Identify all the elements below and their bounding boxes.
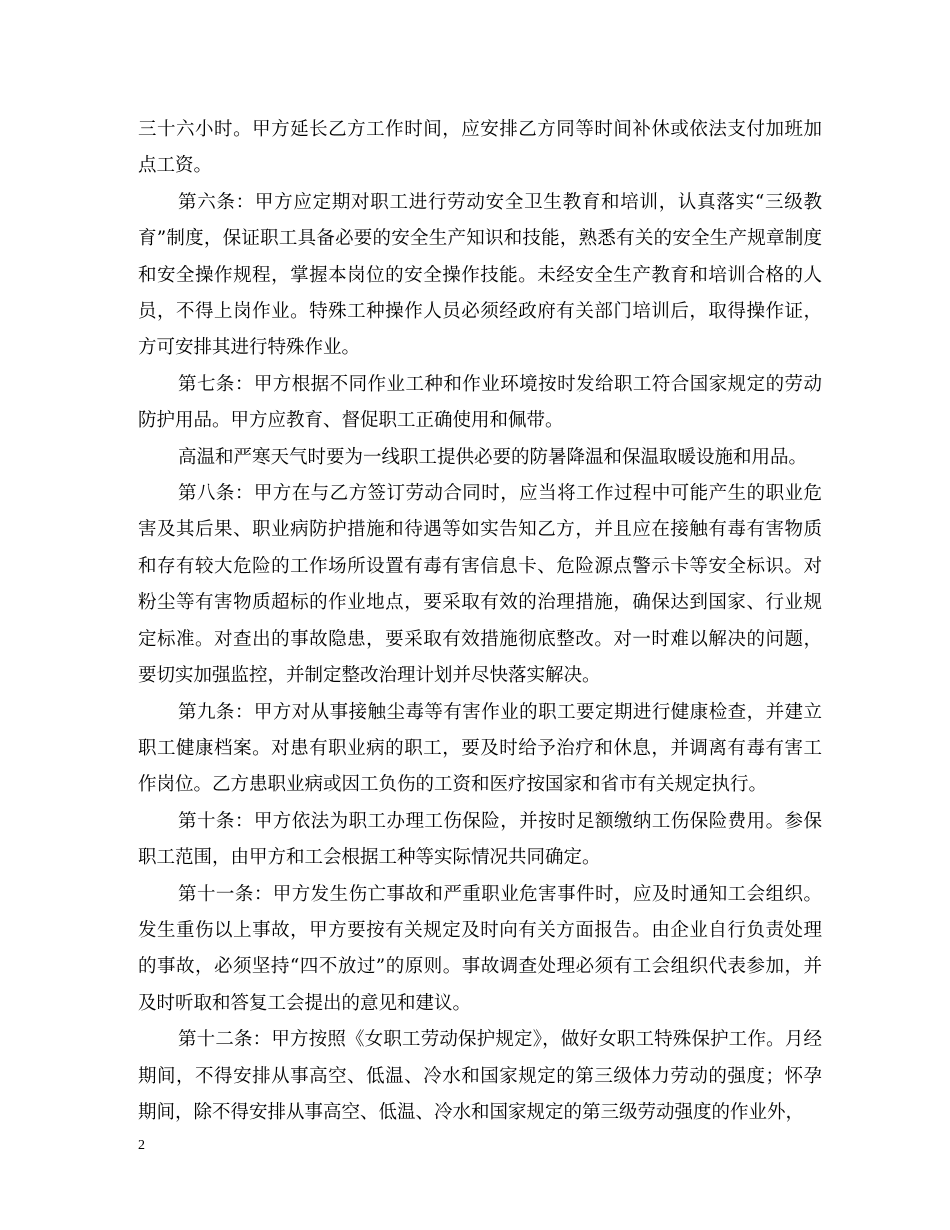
paragraph-article-10: 第十条：甲方依法为职工办理工伤保险，并按时足额缴纳工伤保险费用。参保职工范围，由甲方和工会根据工种等实际情况共同确定。 — [138, 810, 822, 869]
paragraph-article-9: 第九条：甲方对从事接触尘毒等有害作业的职工要定期进行健康检查，并建立职工健康档案。对患有职业病的职工，要及时给予治疗和休息，并调离有毒有害工作岗位。乙方患职业病或因工负伤的工资和医疗按国家和省市有关规定执行。 — [138, 701, 822, 796]
paragraph-1: 三十六小时。甲方延长乙方工作时间，应安排乙方同等时间补休或依法支付加班加点工资。 — [138, 119, 822, 177]
paragraph-article-8: 第八条：甲方在与乙方签订劳动合同时，应当将工作过程中可能产生的职业危害及其后果、职业病防护措施和待遇等如实告知乙方，并且应在接触有毒有害物质和存有较大危险的工作场所设置有毒有害信息卡、危险源点警示卡等安全标识。对粉尘等有害物质超标的作业地点，要采取有效的治理措施，确保达到国家、行业规定标准。对查出的事故隐患，要采取有效措施彻底整改。对一时难以解决的问题，要切实加强监控，并制定整改治理计划并尽快落实解决。 — [138, 483, 822, 687]
paragraph-weather-note: 高温和严寒天气时要为一线职工提供必要的防暑降温和保温取暖设施和用品。 — [178, 446, 808, 468]
document-body — [138, 112, 822, 1131]
paragraph-article-6: 第六条：甲方应定期对职工进行劳动安全卫生教育和培训，认真落实“三级教育”制度，保证职工具备必要的安全生产知识和技能，熟悉有关的安全生产规章制度和安全操作规程，掌握本岗位的安全操作技能。未经安全生产教育和培训合格的人员，不得上岗作业。特殊工种操作人员必须经政府有关部门培训后，取得操作证，方可安排其进行特殊作业。 — [138, 191, 822, 359]
paragraph-article-12: 第十二条：甲方按照《女职工劳动保护规定》，做好女职工特殊保护工作。月经期间，不得安排从事高空、低温、冷水和国家规定的第三级体力劳动的强度；怀孕期间，除不得安排从事高空、低温、冷水和国家规定的第三级劳动强度的作业外， — [138, 1029, 822, 1123]
paragraph-article-11: 第十一条：甲方发生伤亡事故和严重职业危害事件时，应及时通知工会组织。发生重伤以上事故，甲方要按有关规定及时向有关方面报告。由企业自行负责处理的事故，必须坚持“四不放过”的原则。事故调查处理必须有工会组织代表参加，并及时听取和答复工会提出的意见和建议。 — [138, 883, 822, 1014]
page-number: 2 — [138, 1138, 145, 1153]
paragraph-article-7: 第七条：甲方根据不同作业工种和作业环境按时发给职工符合国家规定的劳动防护用品。甲方应教育、督促职工正确使用和佩带。 — [138, 373, 822, 432]
